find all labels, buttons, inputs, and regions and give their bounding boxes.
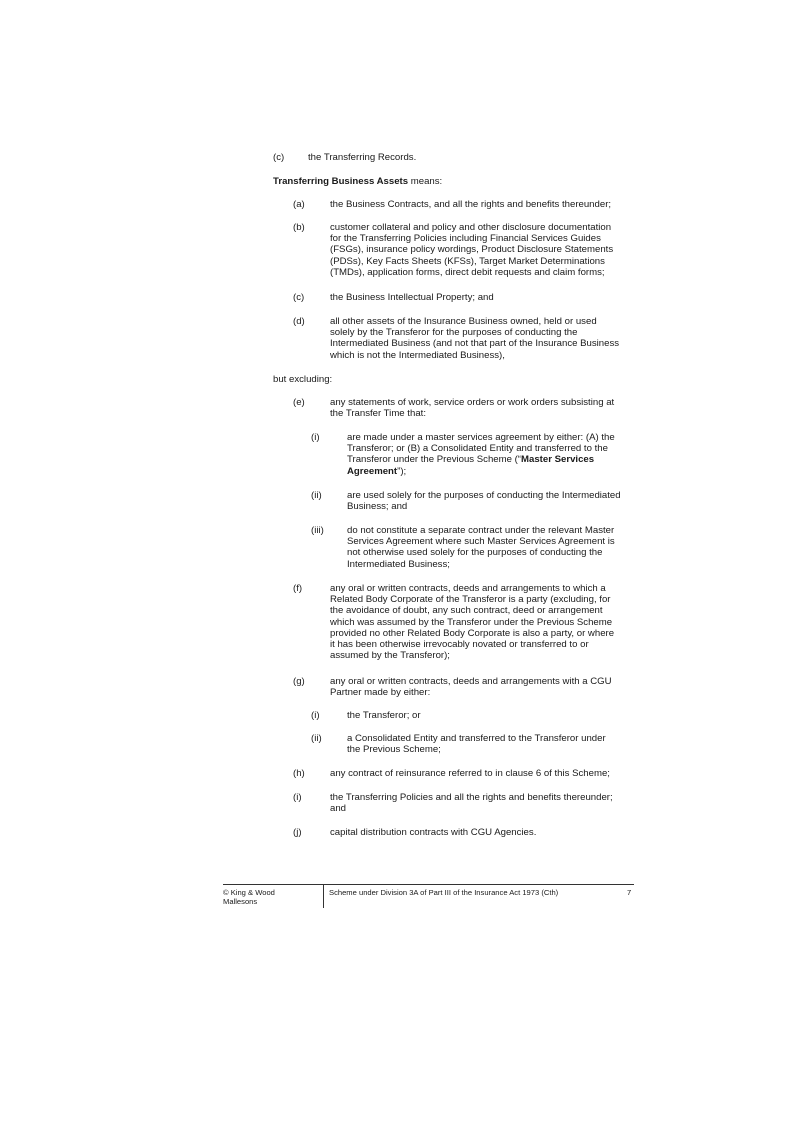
defined-term: Agreement bbox=[347, 465, 398, 477]
text-line: Related Body Corporate of the Transferor is a party (excluding, for bbox=[330, 594, 611, 606]
subitem-label-g-i: (i) bbox=[311, 710, 320, 721]
item-text: the Transferring Records. bbox=[308, 152, 417, 163]
item-text-b bbox=[330, 222, 613, 278]
text-line: provided no other Related Body Corporate is also a party, or where bbox=[330, 627, 615, 639]
subitem-text-e-iii bbox=[347, 525, 615, 570]
text-fragment: ”); bbox=[397, 465, 407, 477]
text-line: which was assumed by the Transferor under the Previous Scheme bbox=[330, 616, 613, 628]
text-line: the avoidance of doubt, any such contract, deed or arrangement bbox=[330, 605, 603, 617]
text-line: Intermediated Business; bbox=[347, 558, 450, 570]
subitem-label-g-ii: (ii) bbox=[311, 733, 322, 744]
subitem-text-g-ii bbox=[347, 733, 606, 755]
item-label-a: (a) bbox=[293, 199, 305, 210]
defined-term: Transferring Business Assets bbox=[273, 176, 409, 187]
item-label-d: (d) bbox=[293, 316, 305, 327]
text-line: which is not the Intermediated Business), bbox=[330, 349, 505, 361]
copyright-line: Mallesons bbox=[223, 897, 258, 907]
text-line: Intermediated Business (and not that part of the Insurance Business bbox=[330, 338, 620, 350]
footer-divider bbox=[223, 884, 634, 885]
text-line bbox=[347, 466, 615, 477]
text-line: Partner made by either: bbox=[330, 687, 431, 699]
item-label-f: (f) bbox=[293, 583, 303, 594]
item-label-j: (j) bbox=[293, 827, 302, 838]
footer-title: Scheme under Division 3A of Part III of the Insurance Act 1973 (Cth) bbox=[329, 888, 559, 897]
text-fragment: Transferor under the Previous Scheme (“ bbox=[347, 454, 522, 466]
text-line: any oral or written contracts, deeds and arrangements with a CGU bbox=[330, 676, 612, 687]
text-line: solely by the Transferor for the purposes of conducting the bbox=[330, 327, 578, 339]
item-text-e bbox=[330, 397, 614, 419]
text-line: Transferor; or (B) a Consolidated Entity and transferred to the bbox=[347, 443, 608, 455]
text-line: any statements of work, service orders or work orders subsisting at bbox=[330, 397, 615, 408]
item-label-g: (g) bbox=[293, 676, 305, 687]
text-line: a Consolidated Entity and transferred to the Transferor under bbox=[347, 733, 606, 744]
text-line: customer collateral and policy and other disclosure documentation bbox=[330, 222, 612, 233]
text-line: it has been otherwise irrevocably novated or transferred to or bbox=[330, 639, 589, 651]
item-text-i bbox=[330, 792, 613, 814]
subitem-text-e-ii bbox=[347, 490, 621, 512]
subitem-label-e-iii: (iii) bbox=[311, 525, 324, 536]
text-line: the Transferring Policies and all the rights and benefits thereunder; bbox=[330, 792, 613, 803]
item-label-h: (h) bbox=[293, 768, 305, 779]
subitem-text-g-i: the Transferor; or bbox=[347, 710, 421, 721]
text-line: not otherwise used solely for the purposes of conducting the bbox=[347, 547, 603, 559]
text-line: the Transfer Time that: bbox=[330, 408, 426, 420]
text-line: Business; and bbox=[347, 501, 408, 513]
item-text-c: the Business Intellectual Property; and bbox=[330, 292, 494, 303]
text-line: are made under a master services agreement by either: (A) the bbox=[347, 432, 615, 443]
text-line: (FSGs), insurance policy wordings, Product Disclosure Statements bbox=[330, 244, 614, 256]
text-line: assumed by the Transferor); bbox=[330, 650, 450, 662]
copyright-line: © King & Wood bbox=[223, 888, 275, 897]
item-label-e: (e) bbox=[293, 397, 305, 408]
text-line: and bbox=[330, 803, 347, 815]
text-line: any oral or written contracts, deeds and arrangements to which a bbox=[330, 583, 606, 594]
but-excluding: but excluding: bbox=[273, 374, 333, 385]
item-text-a: the Business Contracts, and all the rights and benefits thereunder; bbox=[330, 199, 612, 210]
subitem-label-e-i: (i) bbox=[311, 432, 320, 443]
footer-copyright bbox=[223, 888, 275, 907]
text-line bbox=[347, 454, 615, 465]
item-text-h: any contract of reinsurance referred to in clause 6 of this Scheme; bbox=[330, 768, 610, 779]
text-line: do not constitute a separate contract under the relevant Master bbox=[347, 525, 615, 536]
subitem-label-e-ii: (ii) bbox=[311, 490, 322, 501]
definition-heading bbox=[273, 176, 442, 187]
page-number: 7 bbox=[627, 888, 632, 897]
text-line: all other assets of the Insurance Business owned, held or used bbox=[330, 316, 597, 327]
item-text-f bbox=[330, 583, 614, 661]
footer-column-divider bbox=[323, 884, 324, 908]
item-label-c: (c) bbox=[293, 292, 305, 303]
text-line: the Previous Scheme; bbox=[347, 744, 441, 756]
defined-term: Master Services bbox=[521, 454, 595, 466]
item-label-i: (i) bbox=[293, 792, 302, 803]
item-label-b: (b) bbox=[293, 222, 305, 233]
item-text-g bbox=[330, 676, 612, 698]
text-line: (TMDs), application forms, direct debit requests and claim forms; bbox=[330, 266, 605, 278]
text-line: are used solely for the purposes of conducting the Intermediated bbox=[347, 490, 621, 501]
item-text-j: capital distribution contracts with CGU Agencies. bbox=[330, 827, 537, 838]
text-line: Services Agreement where such Master Services Agreement is bbox=[347, 536, 615, 548]
item-text-d bbox=[330, 316, 619, 361]
text-line: (PDSs), Key Facts Sheets (KFSs), Target Market Determinations bbox=[330, 255, 605, 267]
text-line: for the Transferring Policies including Financial Services Guides bbox=[330, 233, 601, 245]
definition-suffix: means: bbox=[408, 176, 443, 187]
item-label: (c) bbox=[273, 152, 285, 163]
subitem-text-e-i bbox=[347, 432, 615, 477]
